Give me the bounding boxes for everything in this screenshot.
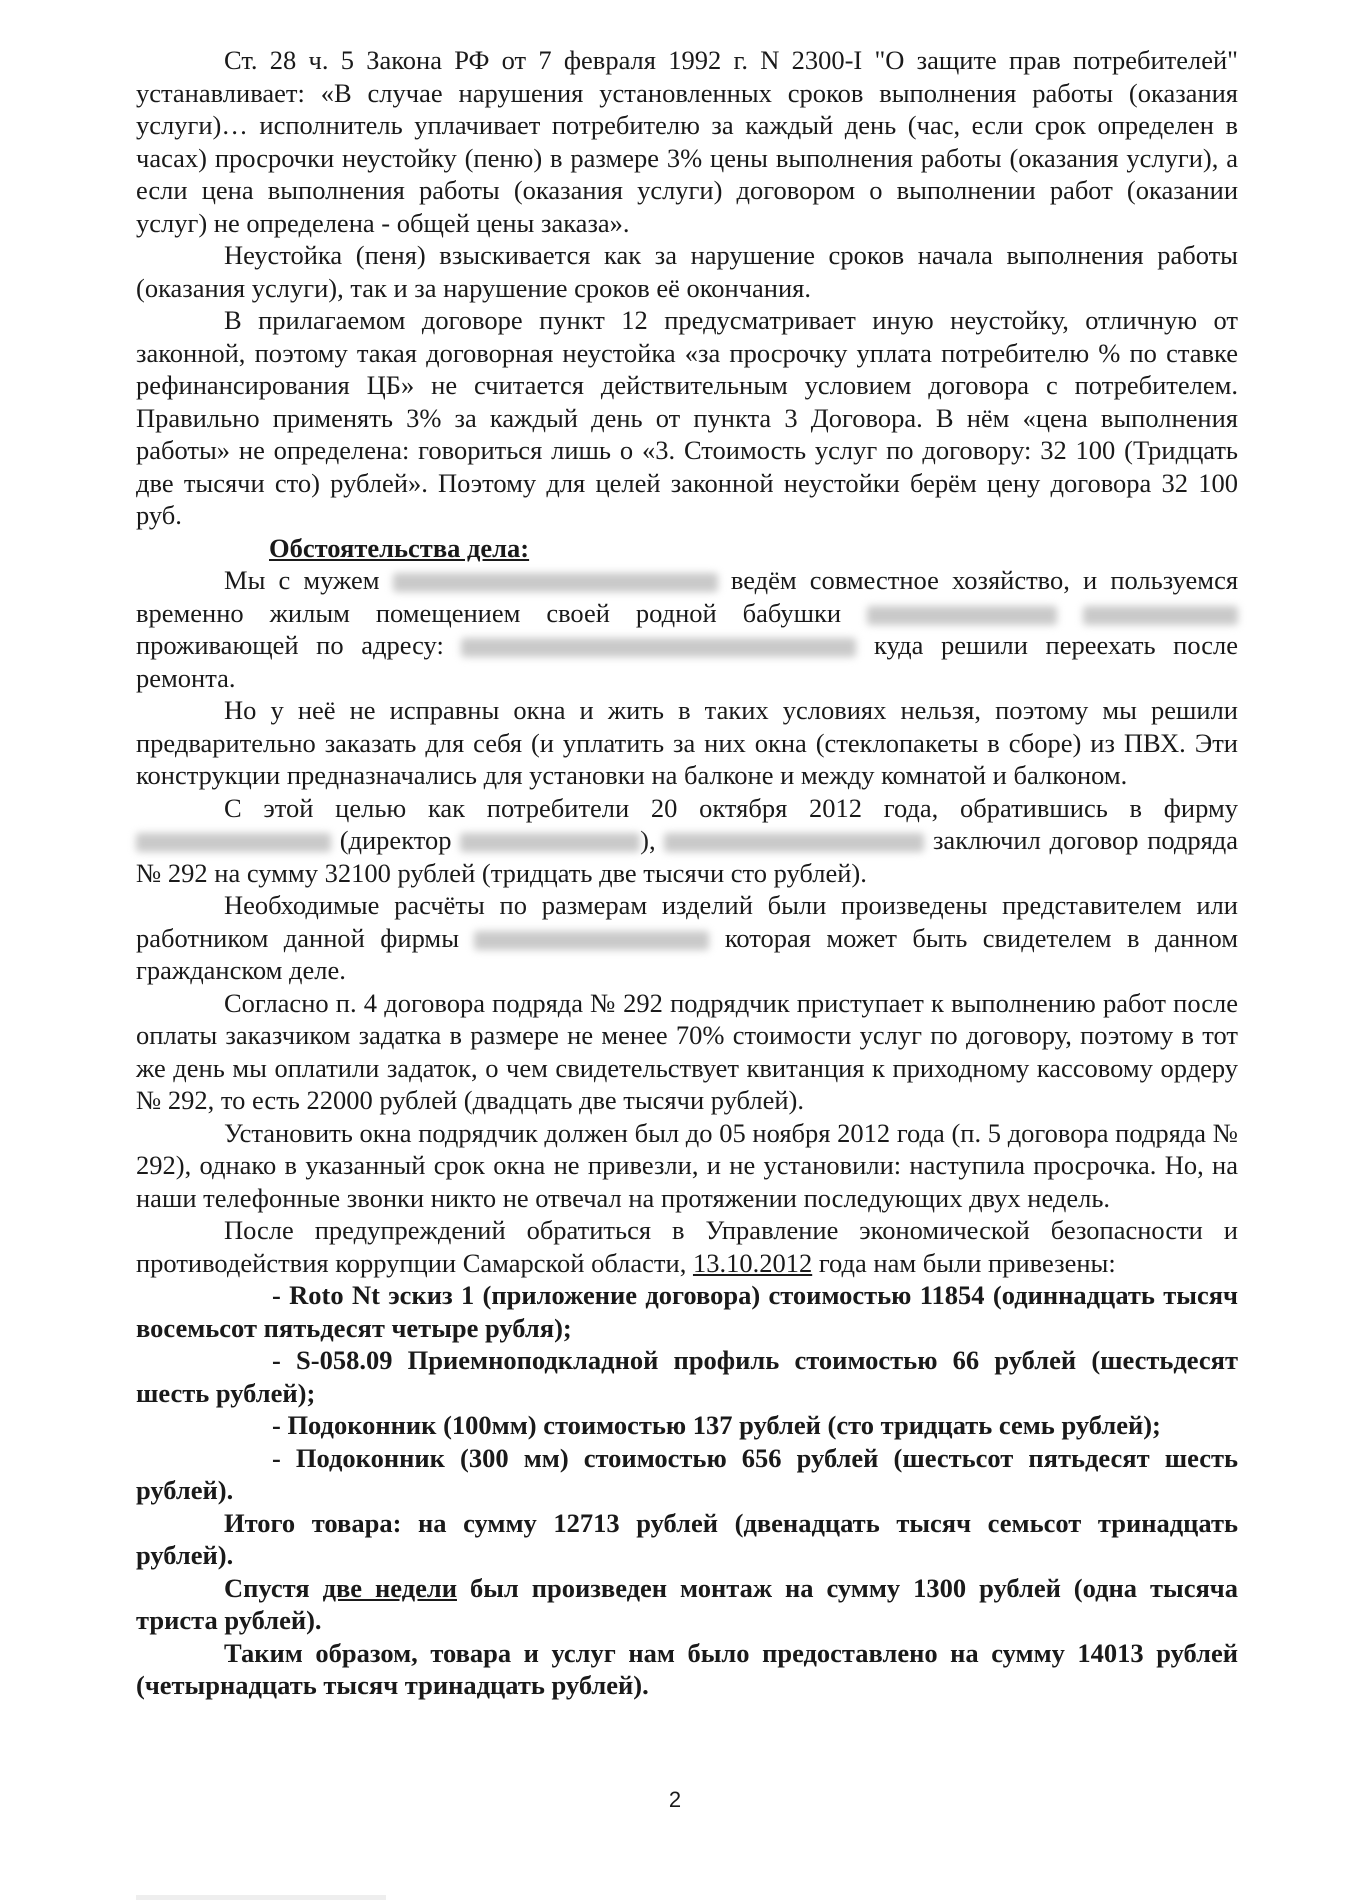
redacted-company xyxy=(136,833,331,852)
scan-edge-line xyxy=(136,1895,386,1900)
redacted-name xyxy=(867,606,1057,625)
goods-total: Итого товара: на сумму 12713 рублей (двенадцать тысяч семьсот тринадцать рублей). xyxy=(136,1507,1238,1570)
section-heading: Обстоятельства дела: xyxy=(269,532,530,563)
delivery-date: 13.10.2012 xyxy=(692,1247,813,1278)
paragraph-delivery: После предупреждений обратиться в Управление экономической безопасности и противодействия коррупции Самарской области, 13.10.2012 года нам были привезены: xyxy=(136,1215,1238,1278)
grand-total: Таким образом, товара и услуг нам было предоставлено на сумму 14013 рублей (четырнадцать тысяч тринадцать рублей). xyxy=(136,1637,1238,1700)
list-item: - S-058.09 Приемноподкладной профиль стоимостью 66 рублей (шестьдесят шесть рублей); xyxy=(136,1345,1238,1408)
paragraph-installation: Спустя две недели был произведен монтаж на сумму 1300 рублей (одна тысяча триста рублей). xyxy=(136,1572,1239,1635)
paragraph-law-citation: Ст. 28 ч. 5 Закона РФ от 7 февраля 1992 г. N 2300-I "О защите прав потребителей" устанавливает: «В случае нарушения установленных сроков выполнения работы (оказания услуги)… исполнитель уплачивает потребителю за каждый день (час, если срок определен в часах) просрочки неустойку (пеню) в размере 3% цены выполнения работы (оказания услуги), а если цена выполнения работы (оказания услуги) договором о выполнении работ (оказании услуг) не определена - общей цены заказа». xyxy=(136,45,1238,238)
list-item: - Roto Nt эскиз 1 (приложение договора) стоимостью 11854 (одиннадцать тысяч восемьсот пятьдесят четыре рубля); xyxy=(136,1280,1238,1343)
list-item: - Подоконник (100мм) стоимостью 137 рублей (сто тридцать семь рублей); xyxy=(272,1410,1161,1440)
paragraph-prepayment: Согласно п. 4 договора подряда № 292 подрядчик приступает к выполнению работ после оплаты заказчиком задатка в размере не менее 70% стоимости услуг по договору, поэтому в тот же день мы оплатили задаток, о чем свидетельствует квитанция к приходному кассовому ордеру № 292, то есть 22000 рублей (двадцать две тысячи рублей). xyxy=(136,987,1238,1115)
paragraph-contract-clause: В прилагаемом договоре пункт 12 предусматривает иную неустойку, отличную от законной, поэтому такая договорная неустойка «за просрочку уплата потребителю % по ставке рефинансирования ЦБ» не считается действительным условием договора с потребителем. Правильно применять 3% за каждый день от пункта 3 Договора. В нём «цена выполнения работы» не определена: говориться лишь о «3. Стоимость услуг по договору: 32 100 (Тридцать две тысячи сто) рублей». Поэтому для целей законной неустойки берём цену договора 32 100 руб. xyxy=(136,305,1238,530)
paragraph-residence: Мы с мужем ведём совместное хозяйство, и пользуемся временно жилым помещением своей родной бабушки проживающей по адресу: куда решили переехать после ремонта. xyxy=(136,565,1239,693)
paragraph-contract: С этой целью как потребители 20 октября 2012 года, обратившись в фирму (директор ), заключил договор подряда № 292 на сумму 32100 рублей (тридцать две тысячи сто рублей). xyxy=(136,792,1239,888)
redacted-name xyxy=(474,931,709,950)
page-number: 2 xyxy=(668,1787,682,1812)
redacted-name xyxy=(460,833,640,852)
redacted-address xyxy=(461,638,856,657)
paragraph-delay: Установить окна подрядчик должен был до 05 ноября 2012 года (п. 5 договора подряда № 292), однако в указанный срок окна не привезли, и не установили: наступила просрочка. Но, на наши телефонные звонки никто не отвечал на протяжении последующих двух недель. xyxy=(136,1117,1238,1213)
list-item: - Подоконник (300 мм) стоимостью 656 рублей (шестьсот пятьдесят шесть рублей). xyxy=(136,1442,1238,1505)
paragraph-measurements: Необходимые расчёты по размерам изделий были произведены представителем или работником данной фирмы которая может быть свидетелем в данном гражданском деле. xyxy=(136,890,1239,985)
redacted-name xyxy=(393,573,718,592)
redacted-name xyxy=(1083,606,1238,625)
paragraph-penalty: Неустойка (пеня) взыскивается как за нарушение сроков начала выполнения работы (оказания услуги), так и за нарушение сроков её окончания. xyxy=(136,240,1238,303)
redacted-name xyxy=(664,833,924,852)
paragraph-windows: Но у неё не исправны окна и жить в таких условиях нельзя, поэтому мы решили предварительно заказать для себя (и уплатить за них окна (стеклопакеты в сборе) из ПВХ. Эти конструкции предназначались для установки на балконе и между комнатой и балконом. xyxy=(136,695,1238,790)
